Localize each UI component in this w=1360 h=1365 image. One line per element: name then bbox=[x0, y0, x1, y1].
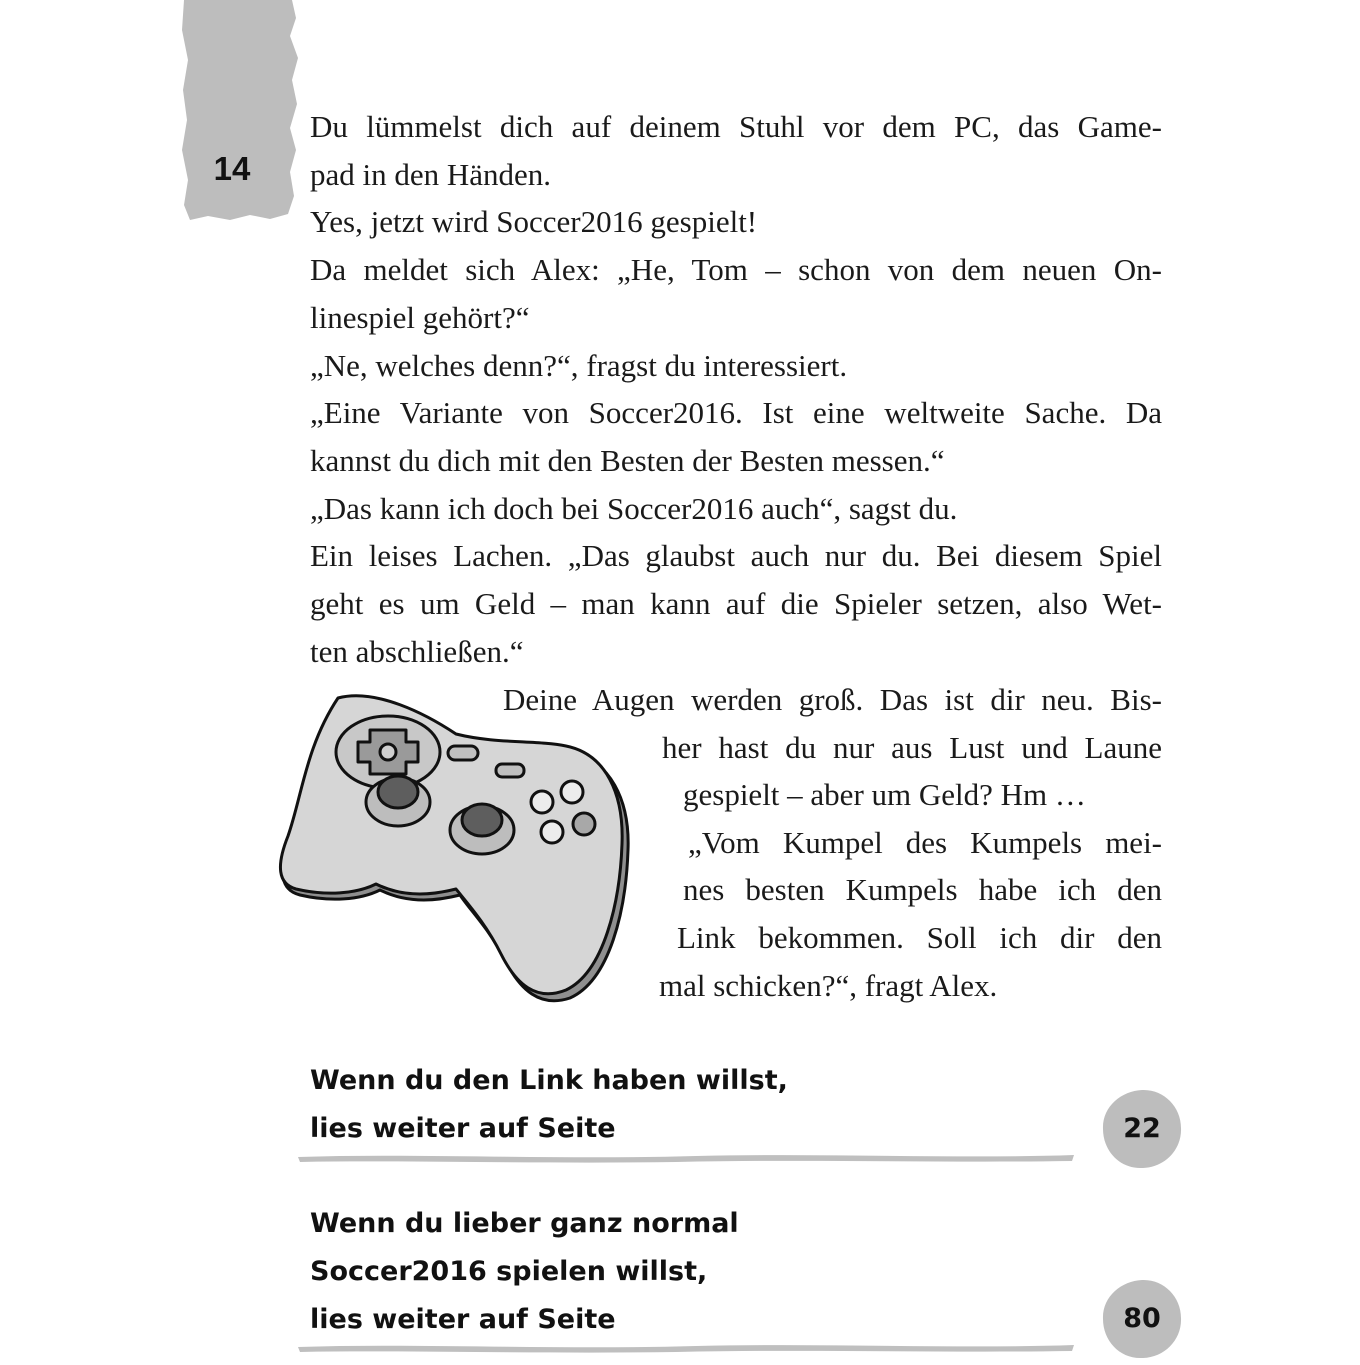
text-line: pad in den Händen. bbox=[310, 157, 552, 192]
choice-1-page-link[interactable] bbox=[1101, 1088, 1183, 1170]
text-line: kannst du dich mit den Besten der Besten messen.“ bbox=[310, 443, 945, 478]
choice-2-page-number: 80 bbox=[1123, 1303, 1161, 1334]
text-line: Deine Augen werden groß. Das ist dir neu. Bis- bbox=[503, 682, 1162, 717]
page-number-tab bbox=[180, 0, 300, 222]
text-line: her hast du nur aus Lust und Laune bbox=[662, 730, 1162, 765]
text-line: Du lümmelst dich auf deinem Stuhl vor dem PC, das Game- bbox=[310, 109, 1162, 144]
choice-2-text: lies weiter auf Seite bbox=[310, 1304, 616, 1335]
choice-1-underline bbox=[296, 1150, 1076, 1164]
text-line: „Ne, welches denn?“, fragst du interessiert. bbox=[310, 348, 848, 383]
choice-1-text: lies weiter auf Seite bbox=[310, 1113, 616, 1144]
gamepad-icon bbox=[270, 690, 640, 1010]
text-line: „Eine Variante von Soccer2016. Ist eine weltweite Sache. Da bbox=[310, 395, 1162, 430]
text-line: linespiel gehört?“ bbox=[310, 300, 530, 335]
choice-2-text: Wenn du lieber ganz normal bbox=[310, 1208, 739, 1239]
choice-2-underline bbox=[296, 1340, 1076, 1354]
text-line: nes besten Kumpels habe ich den bbox=[683, 872, 1162, 907]
text-line: gespielt – aber um Geld? Hm … bbox=[683, 777, 1086, 812]
choice-2-text: Soccer2016 spielen willst, bbox=[310, 1256, 708, 1287]
choice-1-text: Wenn du den Link haben willst, bbox=[310, 1065, 788, 1096]
text-line: Da meldet sich Alex: „He, Tom – schon von dem neuen On- bbox=[310, 252, 1162, 287]
page-number: 14 bbox=[213, 150, 251, 187]
choice-1-page-number: 22 bbox=[1123, 1113, 1161, 1144]
text-line: „Vom Kumpel des Kumpels mei- bbox=[688, 825, 1162, 860]
text-line: ten abschließen.“ bbox=[310, 634, 524, 669]
text-line: mal schicken?“, fragt Alex. bbox=[659, 968, 998, 1003]
text-line: Link bekommen. Soll ich dir den bbox=[677, 920, 1162, 955]
text-line: Ein leises Lachen. „Das glaubst auch nur du. Bei diesem Spiel bbox=[310, 538, 1162, 573]
choice-2-page-link[interactable] bbox=[1101, 1278, 1183, 1360]
text-line: geht es um Geld – man kann auf die Spieler setzen, also Wet- bbox=[310, 586, 1162, 621]
text-line: „Das kann ich doch bei Soccer2016 auch“, sagst du. bbox=[310, 491, 958, 526]
text-line: Yes, jetzt wird Soccer2016 gespielt! bbox=[310, 204, 758, 239]
